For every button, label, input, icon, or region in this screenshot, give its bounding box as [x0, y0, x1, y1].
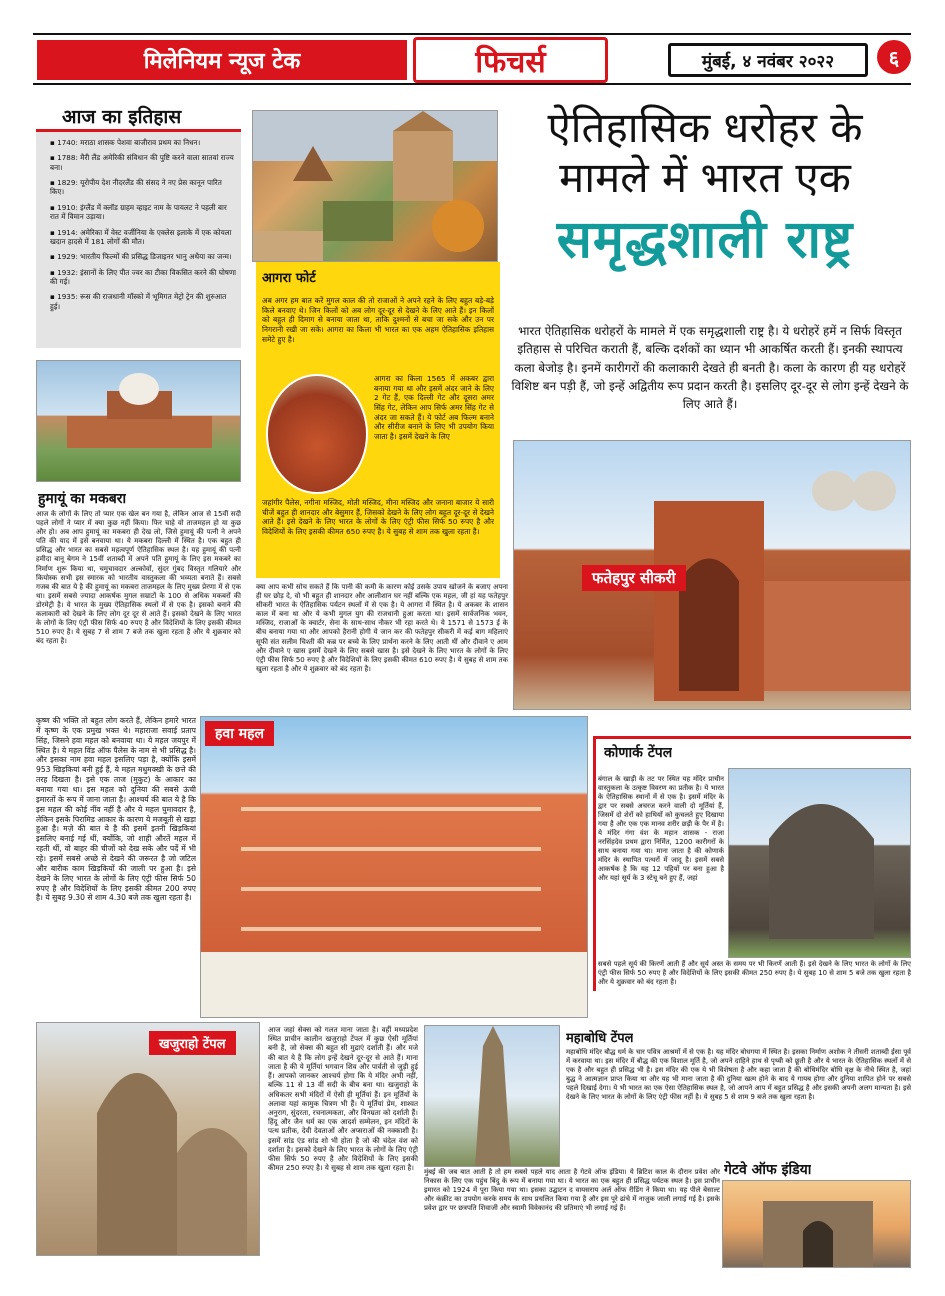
headline-line3: समृद्धशाली राष्ट्र	[556, 209, 854, 270]
agra-fort-text-side: आगरा का किला 1565 में अकबर द्वारा बनाया गया था और इसमें अंदर जाने के लिए 2 गेट हैं, एक दिल्ली गेट और दूसरा अमर सिंह गेट, लेकिन आप सिर्फ अमर सिंह गेट से अंदर जा सकते हैं। ये फोर्ट अब फिल्म बनाने और सीरीज बनाने के लिए भी उपयोग किया जाता है। इसमें देखने के लिए	[374, 374, 494, 441]
konark-title: कोणार्क टेंपल	[604, 745, 673, 761]
history-item: ▪ 1740: मराठा शासक पेशवा बाजीराव प्रथम का निधन।	[50, 138, 201, 147]
fatehpur-illustration	[514, 441, 911, 710]
gateway-text: मुंबई की जब बात आती है तो हम सबसे पहले याद आता है गेटवे ऑफ इंडिया। ये ब्रिटिश काल के दौरान प्रवेश और निकास के लिए एक पहुंच बिंदु के रूप में बनाया गया था। ये भारत का एक बहुत ही प्रसिद्ध पर्यटक स्थल है। इस प्राचीन इमारत को 1924 में पूरा किया गया था। इसका उद्घाटन द वायसराय अर्ल ऑफ रीडिंग ने किया था। यह पीले बेसाल्ट और कंक्रीट का उपयोग करके समय के साथ प्रचलित किया गया है और इस पूरे ढांचे में नाजुक जाली लगाई गई है। इसके प्रवेश द्वार पर छत्रपति शिवाजी और स्वामी विवेकानंद की प्रतिमाएं भी लगाई गई हैं।	[424, 1168, 720, 1212]
humayun-illustration	[37, 361, 241, 482]
intro-paragraph: भारत ऐतिहासिक धरोहरों के मामले में एक समृद्धशाली राष्ट्र है। ये धरोहरें हमें न सिर्फ विस्तृत इतिहास से परिचित कराती हैं, बल्कि दर्शकों का ध्यान भी आकर्षित करती हैं। इनकी स्थापत्य कला बेजोड़ है। इनमें कारीगरों की कलाकारी देखते ही बनती है। कला के कारण ही यह धरोहरें विशिष्ट बन पड़ी हैं, जो इन्हें अद्वितीय रूप प्रदान करती है। इसलिए दूर-दूर से लोग इन्हें देखने के लिए आते हैं।	[511, 324, 909, 412]
history-item: ▪ 1829: यूरोपीय देश नीदरलैंड की संसद ने नए प्रेस कानून पारित किए।	[50, 178, 222, 197]
history-list	[42, 138, 236, 317]
konark-illustration	[729, 769, 911, 958]
mahabodhi-text: महाबोधि मंदिर बौद्ध धर्म के चार पवित्र आश्रमों में से एक है। यह मंदिर बोधगया में स्थित है। इसका निर्माण अशोक ने तीसरी शताब्दी ईसा पूर्व में करवाया था। इस मंदिर में बौद्ध की एक विशाल मूर्ति है, जो अपने दाहिने हाथ से पृथ्वी को छूती है और ये भारत के ऐतिहासिक स्थलों में से एक है और बहुत ही प्रसिद्ध भी है। इस मंदिर की एक ये भी विशेषता है और कहा जाता है की बोधिमंदिर बोधि वृक्ष के नीचे स्थित है, जहां बुद्ध ने आत्मज्ञान प्राप्त किया था और यह भी माना जाता है की दुनिया खत्म होने के बाद ये गायब होगा और दुनिया शापित होने पर सबसे पहले दिखाई देगा। ये भी भारत का एक ऐसा ऐतिहासिक स्थल है, जो आपने आप में बहुत प्रसिद्ध है और इसकी अपनी अलग मान्यता है। इसे देखने के लिए भारत के लोगों के लिए एंट्री फीस नहीं है। ये सुबह 5 से शाम 9 बजे तक खुला रहता है।	[566, 1048, 911, 1101]
agra-fort-image	[266, 374, 368, 494]
history-box	[36, 98, 241, 348]
history-item: ▪ 1929: भारतीय फिल्मों की प्रसिद्ध डिजाइनर भानु अथैया का जन्म।	[50, 252, 232, 262]
agra-fort-title: आगरा फोर्ट	[262, 271, 316, 286]
gateway-title: गेटवे ऑफ इंडिया	[724, 1162, 812, 1178]
section-title: फिचर्स	[413, 37, 608, 83]
headline	[500, 103, 910, 313]
humayun-text: आज के लोगों के लिए तो प्यार एक खेल बन गया है, लेकिन आज से 15वीं सदी पहले लोगों ने प्यार में क्या कुछ नहीं किया। फिर चाहे वो ताजमहल हो या कुछ और हो। अब आप हुमायूं का मकबरा ही देख लो, जिसे हुमायूं की पत्नी ने अपने पति की याद में इसे बनवाया था। ये मकबरा दिल्ली में स्थित है। एक बहुत ही प्रसिद्ध और भारत का सबसे महत्वपूर्ण ऐतिहासिक स्थल है। यह हुमायूं की पत्नी हमीदा बानू बेगम ने 15वीं शताब्दी में अपने पति हुमायूं के लिए इस मकबरे का निर्माण शुरू किया था, चमुचावदार अल्कोवों, सुंदर गुंबद विस्तृत गलियारे और कियोस्क सभी इस स्मारक को भारतीय वास्तुकला की भव्यता बनाते हैं। सबसे गजब की बात ये है की हुमायूं का मकबरा ताजमहल के लिए मुख्य प्रेरणा में से एक था। इसमें सबसे ज्यादा आकर्षक मुगल सम्राटों के 100 से अधिक मकबरों की डोरमेट्री है। ये भारत के मुख्य ऐतिहासिक स्थलों में से एक है। इसको बनाने की कलाकारी को देखने के लिए लोग दूर दूर से आते हैं। इसको देखने के लिए भारत के लोगों के लिए एंट्री फीस सिर्फ 40 रुपए है और विदेशियों के लिए इसकी कीमत 510 रुपए है। ये सुबह 7 से शाम 7 बजे तक खुला रहता है और ये शुक्रवार को बंद रहता है।	[36, 510, 241, 646]
gateway-illustration	[723, 1181, 911, 1268]
hawa-mahal-label: हवा महल	[205, 721, 274, 746]
agra-fort-box	[256, 262, 500, 578]
headline-line1: ऐतिहासिक धरोहर के	[547, 103, 863, 152]
history-item: ▪ 1910: इंग्लैंड में क्लॉड ग्राहम व्हाइट नाम के पायलट ने पहली बार रात में विमान उड़ाया।	[50, 202, 227, 222]
khajuraho-text: आज जहां सेक्स को गलत माना जाता है। वहीं मध्यप्रदेश स्थित प्राचीन कालीन खजुराहो टेंपल में कुछ ऐसी मूर्तियां बनी है, जो सेक्स की बहुत सी मुद्राएं दर्शाती हैं। और मजे की बात ये है कि लोग इन्हें देखने दूर-दूर से आते हैं। माना जाता है की ये मूर्तियां भगवान शिव और पार्वती से जुड़ी हुई हैं। आपको जानकर आश्चर्य होगा कि ये मंदिर अभी नहीं, बल्कि 11 से 13 वीं सदी के बीच बना था। खजुराहो के अधिकतर सभी मंदिरों में ऐसी ही मूर्तियां हैं। इन मूर्तियों के अलावा यहां कामुक चित्रण भी हैं। ये मूर्तियां प्रेम, शाश्वत अनुराग, सुंदरता, रचनात्मकता, और विनम्रता को दर्शाती हैं। हिंदू और जैन धर्म का एक आदर्श सम्मेलन, इन मंदिरों के पत्थ प्रतीक, देवी देवताओं और अप्सराओं की नक्काशी है। इसमें सांड एंड सांड शो भी होता है जो की चंदेल वंश को दर्शाता है। इसको देखने के लिए भारत के लोगों के लिए एंट्री फीस सिर्फ 50 रुपए है और विदेशियों के लिए इसकी कीमत 250 रुपए है। ये सुबह से शाम तक खुला रहता है।	[268, 1025, 418, 1173]
history-item: ▪ 1935: रूस की राजधानी मॉस्को में भूमिगत मेट्रो ट्रेन की शुरुआत हुई।	[50, 292, 227, 311]
humayun-title: हुमायूं का मकबरा	[38, 491, 127, 507]
konark-text-bottom: सबसे पहले सूर्य की किरणें आती हैं और सूर्य अस्त के समय पर भी किरणें आती हैं। इसे देखने के लिए भारत के लोगों के लिए एंट्री फीस सिर्फ 50 रुपए है और विदेशियों के लिए इसकी कीमत 250 रुपए है। ये सुबह 10 से शाम 5 बजे तक खुला रहता है और ये शुक्रवार को बंद रहता है।	[598, 960, 911, 986]
history-item: ▪ 1788: मैरी लैंड अमेरिकी संविधान की पुष्टि करने वाला सातवां राज्य बना।	[50, 153, 234, 172]
fatehpur-sikri-label: फतेहपुर सीकरी	[582, 565, 686, 591]
masthead	[33, 33, 911, 85]
konark-temple-image	[728, 768, 911, 958]
hawa-illustration	[201, 717, 588, 1018]
fatehpur-text: क्या आप कभी सोच सकते हैं कि पानी की कमी के कारण कोई उसके उपाय खोजने के बजाए अपना ही घर छोड़ दे, वो भी बहुत ही शानदार और आलीशान घर नहीं बल्कि एक महल, जी हां यह फतेहपुर सीकरी भारत के ऐतिहासिक पर्यटन स्थलों में से एक है। ये आगरा में स्थित है। ये अकबर के शासन काल में बना था और ये कभी मुगल युग की राजधानी हुआ करता था। इसमें सार्वजनिक भवन, मस्जिद, राजाओं के क्वार्टर, सेना के साथ-साथ नौकर भी रहा करते थे। ये 1571 से 1573 ई के बीच बनाया गया था और आपको हैरानी होगी ये जान कर की फतेहपुर सीकरी में कई बाग महिलाएं सूफी संत सलीम चिश्ती की कब्र पर बच्चे के लिए प्रार्थना करने के लिए आती थीं और दीवाने ए आम और दीवाने ए खास इसमें देखने के लिए सबसे खास है। इसे देखने के लिए भारत के लोगों के लिए एंट्री फीस सिर्फ 50 रुपए है और विदेशियों के लिए इसकी कीमत 610 रुपए है। ये सुबह से शाम तक खुला रहता है और ये शुक्रवार को बंद रहता है।	[256, 583, 508, 673]
date-box: मुंबई, ४ नवंबर २०२२	[668, 43, 868, 77]
hawa-mahal-image	[200, 716, 588, 1018]
konark-text: बंगाल के खाड़ी के तट पर स्थित यह मंदिर प्राचीन वास्तुकला के उत्कृष्ट विवरण का प्रतीक है। ये भारत के ऐतिहासिक स्थानों में से एक है। इसमें मंदिर के द्वार पर सबसे अचरज करने वाली दो मूर्तियां हैं, जिसमें दो शेरों को हाथियों को कुचलते हुए दिखाया गया है और एक एक मानव शरीर छड़ी के पैर में है। ये मंदिर गंगा वंश के महान शासक - राजा नरसिंहदेव प्रथम द्वारा निर्मित, 1200 कारीगरों के साथ बनाया गया था। माना जाता है की कोणार्क मंदिर के स्थापित पत्थरों में जादू है। इसमें सबसे आकर्षक है कि यह 12 पहियों पर बना हुआ है और यहां सूर्य के 3 स्टेचू बने हुए हैं, जहां	[598, 775, 724, 882]
mahabodhi-illustration	[425, 1026, 560, 1167]
history-item: ▪ 1932: इंसानों के लिए पीत ज्वर का टीका विकसित करने की घोषणा की गई।	[50, 267, 236, 286]
gateway-of-india-image	[722, 1180, 911, 1268]
page-number: ६	[877, 40, 911, 74]
history-item: ▪ 1914: अमेरिका में वेस्ट वर्जीनिया के एक्लेस इलाके में एक कोयला खदान हादसे में 181 लोगों की मौत।	[50, 227, 232, 246]
publication-name: मिलेनियम न्यूज टेक	[37, 40, 407, 80]
headline-line2: मामले में भारत एक	[559, 153, 851, 203]
heritage-collage-image	[252, 110, 498, 262]
agra-fort-text-top: अब अगर हम बात करें मुगल काल की तो राजाओं ने अपने रहने के लिए बहुत बड़े-बड़े किले बनवाए थे। जिन किलों को अब लोग दूर-दूर से देखने के लिए आते हैं। इन किलों को बहुत ही दिमाग से बनाया जाता था, ताकि दुश्मनों से बचा जा सके और उन पर निगरानी रखी जा सके। आगरा का किला भी भारत का एक अहम ऐतिहासिक इतिहास समेटे हुए है।	[262, 296, 494, 344]
agra-fort-text-bottom: जहांगीर पैलेस, नगीना मस्जिद, मोती मस्जिद, मीना मस्जिद और जनाना बाजार ये सारी चीजें बहुत ही शानदार और बेसुमार हैं, जिसको देखने के लिए लोग बहुत दूर-दूर से देखने आते हैं। इसे देखने के लिए भारत के लोगों के लिए एंट्री फीस सिर्फ 50 रुपए है और विदेशियों के लिए इसकी कीमत 650 रुपए है। ये सुबह से शाम तक खुला रहता है।	[262, 498, 494, 536]
mahabodhi-temple-image	[424, 1025, 560, 1167]
hawa-mahal-text: कृष्ण की भक्ति तो बहुत लोग करते हैं, लेकिन हमारे भारत में कृष्ण के एक प्रमुख भक्त थे। महाराजा सवाई प्रताप सिंह, जिसने हवा महल को बनवाया था। ये महल जयपुर में स्थित है। ये महल विंड ऑफ पैलेस के नाम से भी प्रसिद्ध है। और इसका नाम हवा महल इसलिए पड़ा है, क्योंकि इसमें 953 खिड़कियां बनी हुई हैं, ये महल मधुमक्खी के छत्ते की तरह दिखता है। इसे एक ताज (मुकुट) के आकार का बनाया गया था। इस महल को दुनिया की सबसे ऊंची इमारतों के रूप में जाना जाता है। आश्चर्य की बात ये है कि इस महल की कोई नींव नहीं है और ये महल घुमावदार है, लेकिन इसके पिरामिड आकार के कारण ये मजबूती से खड़ा हुआ है। मज़े की बात ये है की इसमें इतनी खिड़कियां इसलिए बनाई गई थीं, क्योंकि, जो शाही औरतें महल में रहती थीं, वो बाहर की चीजों को देख सके और पर्दे में भी रहे। इसमें सबसे अच्छे से देखने की जरूरत है जो जटिल और बारीक काम खिड़कियों की जाली पर हुआ है। इसे देखने के लिए भारत के लोगों के लिए एंट्री फीस सिर्फ 50 रुपए है और विदेशियों के लिए इसकी कीमत 200 रुपए है। ये सुबह 9.30 से शाम 4.30 बजे तक खुला रहता है।	[36, 716, 196, 903]
history-title: आज का इतिहास	[36, 98, 241, 132]
khajuraho-label: खजुराहो टेंपल	[149, 1031, 236, 1055]
fatehpur-sikri-image	[513, 440, 911, 710]
humayun-tomb-image	[36, 360, 241, 482]
collage-illustration	[253, 111, 498, 262]
mahabodhi-title: महाबोधि टेंपल	[566, 1031, 634, 1046]
khajuraho-temple-image	[36, 1022, 260, 1256]
khajuraho-illustration	[37, 1023, 260, 1256]
